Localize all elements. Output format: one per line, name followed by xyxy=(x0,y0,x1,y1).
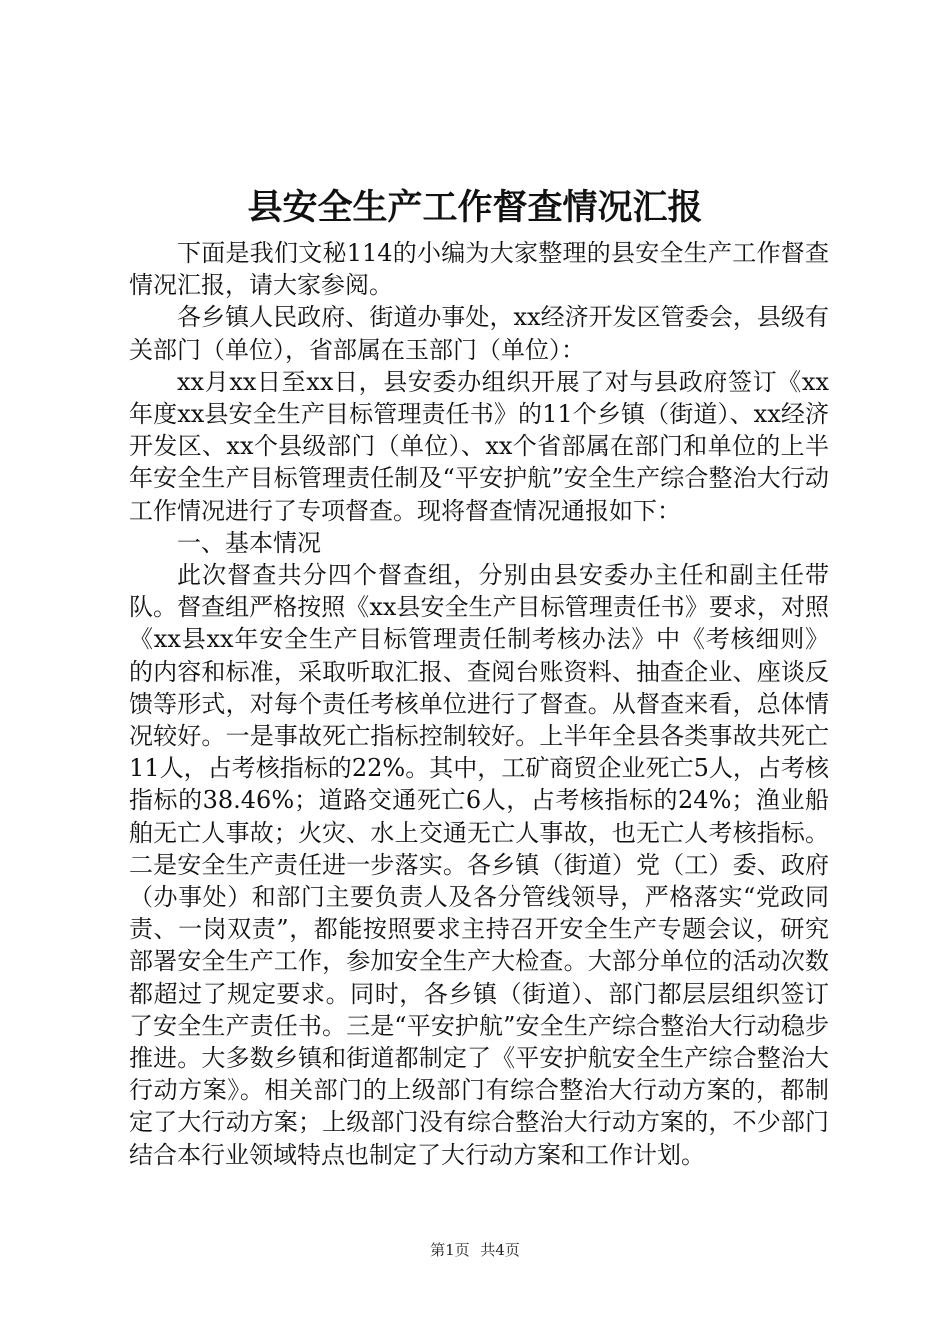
document-title: 县安全生产工作督查情况汇报 xyxy=(247,188,703,228)
paragraph-inspection-details: 此次督查共分四个督查组，分别由县安委办主任和副主任带队。督查组严格按照《xx县安全生产目标管理责任书》要求，对照《xx县xx年安全生产目标管理责任制考核办法》中《考核细则》的内容和标准，采取听取汇报、查阅台账资料、抽查企业、座谈反馈等形式，对每个责任考核单位进行了督查。从督查来看，总体情况较好。一是事故死亡指标控制较好。上半年全县各类事故共死亡11人，占考核指标的22%。其中，工矿商贸企业死亡5人，占考核指标的38.46%；道路交通死亡6人，占考核指标的24%；渔业船舶无亡人事故；火灾、水上交通无亡人事故，也无亡人考核指标。二是安全生产责任进一步落实。各乡镇（街道）党（工）委、政府（办事处）和部门主要负责人及各分管线领导，严格落实“党政同责、一岗双责”，都能按照要求主持召开安全生产专题会议，研究部署安全生产工作，参加安全生产大检查。大部分单位的活动次数都超过了规定要求。同时，各乡镇（街道）、部门都层层组织签订了安全生产责任书。三是“平安护航”安全生产综合整治大行动稳步推进。大多数乡镇和街道都制定了《平安护航安全生产综合整治大行动方案》。相关部门的上级部门有综合整治大行动方案的，都制定了大行动方案；上级部门没有综合整治大行动方案的，不少部门结合本行业领域特点也制定了大行动方案和工作计划。 xyxy=(129,561,829,1169)
page-total: 共4页 xyxy=(480,1241,520,1259)
section-heading-basic-situation: 一、基本情况 xyxy=(177,528,321,557)
document-body xyxy=(129,237,829,1171)
page-footer xyxy=(0,1240,950,1260)
paragraph-addressees: 各乡镇人民政府、街道办事处，xx经济开发区管委会，县级有关部门（单位），省部属在玉部门（单位）： xyxy=(129,303,829,364)
page-number: 第1页 xyxy=(430,1241,470,1259)
paragraph-overview: xx月xx日至xx日，县安委办组织开展了对与县政府签订《xx年度xx县安全生产目标管理责任书》的11个乡镇（街道）、xx经济开发区、xx个县级部门（单位）、xx个省部属在部门和单位的上半年安全生产目标管理责任制及“平安护航”安全生产综合整治大行动工作情况进行了专项督查。现将督查情况通报如下： xyxy=(129,367,829,525)
paragraph-intro: 下面是我们文秘114的小编为大家整理的县安全生产工作督查情况汇报，请大家参阅。 xyxy=(129,239,829,300)
